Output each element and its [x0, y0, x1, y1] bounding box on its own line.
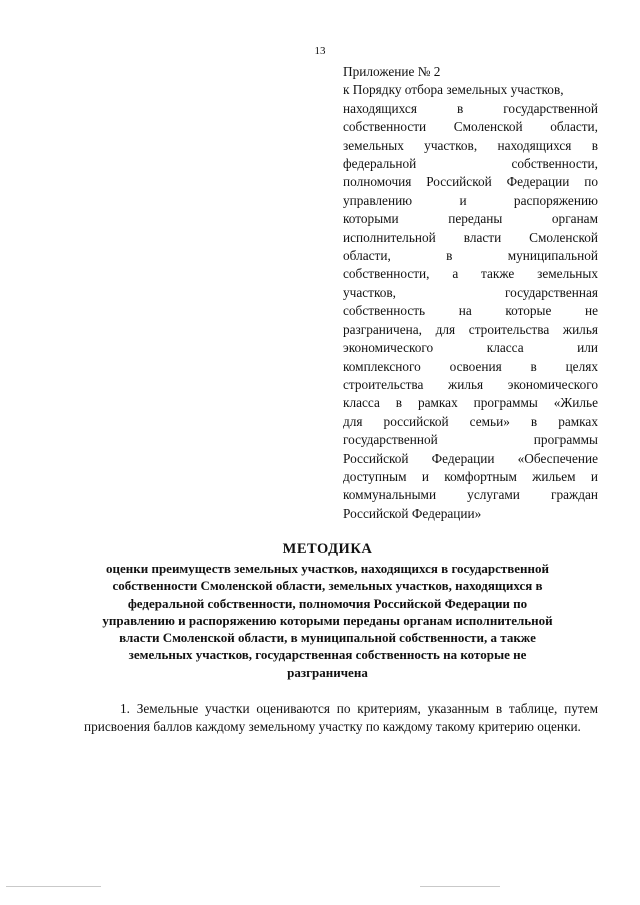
appendix-block [343, 63, 598, 523]
scan-noise-left [6, 886, 101, 887]
paragraph-1: 1. Земельные участки оцениваются по критериям, указанным в таблице, путем присвоения баллов каждому земельному участку по каждому такому критерию оценки. [84, 701, 598, 735]
appendix-line: Российской Федерации» [343, 505, 482, 521]
document-title: МЕТОДИКА [282, 541, 373, 557]
appendix-line: класса в рамках программы «Жилье [343, 395, 598, 411]
appendix-line: области, в муниципальной [343, 248, 598, 264]
appendix-line: государственной программы [343, 432, 598, 448]
appendix-line: управлению и распоряжению [343, 192, 598, 208]
appendix-line: Приложение № 2 [343, 64, 441, 79]
appendix-line: федеральной собственности, [343, 156, 598, 172]
page-number: 13 [314, 45, 326, 57]
appendix-line: которыми переданы органам [343, 211, 598, 227]
scan-noise-right [420, 886, 500, 887]
subtitle-line: разграничена [287, 664, 368, 680]
appendix-line: собственность на которые не [343, 303, 598, 319]
subtitle-line: власти Смоленской области, в муниципальной собственности, а также [119, 630, 536, 646]
appendix-line: экономического класса или [343, 340, 598, 356]
appendix-line: коммунальными услугами граждан [343, 487, 598, 503]
appendix-line: Российской Федерации «Обеспечение [343, 450, 598, 466]
appendix-line: полномочия Российской Федерации по [343, 174, 598, 190]
subtitle-line: собственности Смоленской области, земельных участков, находящихся в [112, 578, 543, 594]
appendix-line: комплексного освоения в целях [343, 358, 598, 374]
appendix-line: участков, государственная [343, 284, 598, 300]
appendix-line: для российской семьи» в рамках [343, 413, 598, 429]
appendix-line: разграничена, для строительства жилья [343, 321, 598, 337]
appendix-line: доступным и комфортным жильем и [343, 468, 598, 484]
subtitle-line: федеральной собственности, полномочия Российской Федерации по [127, 595, 528, 611]
appendix-line: земельных участков, находящихся в [343, 137, 598, 153]
appendix-line: собственности, а также земельных [343, 266, 598, 282]
subtitle-line: оценки преимуществ земельных участков, находящихся в государственной [105, 561, 550, 576]
subtitle-line: земельных участков, государственная собственность на которые не [128, 647, 527, 663]
appendix-line: строительства жилья экономического [343, 376, 598, 392]
subtitle-line: управлению и распоряжению которыми переданы органам исполнительной [102, 612, 553, 628]
document-subtitle [85, 560, 570, 681]
appendix-line: к Порядку отбора земельных участков, [343, 82, 564, 98]
appendix-line: исполнительной власти Смоленской [343, 229, 598, 245]
appendix-line: находящихся в государственной [343, 100, 598, 116]
appendix-line: собственности Смоленской области, [343, 119, 598, 135]
